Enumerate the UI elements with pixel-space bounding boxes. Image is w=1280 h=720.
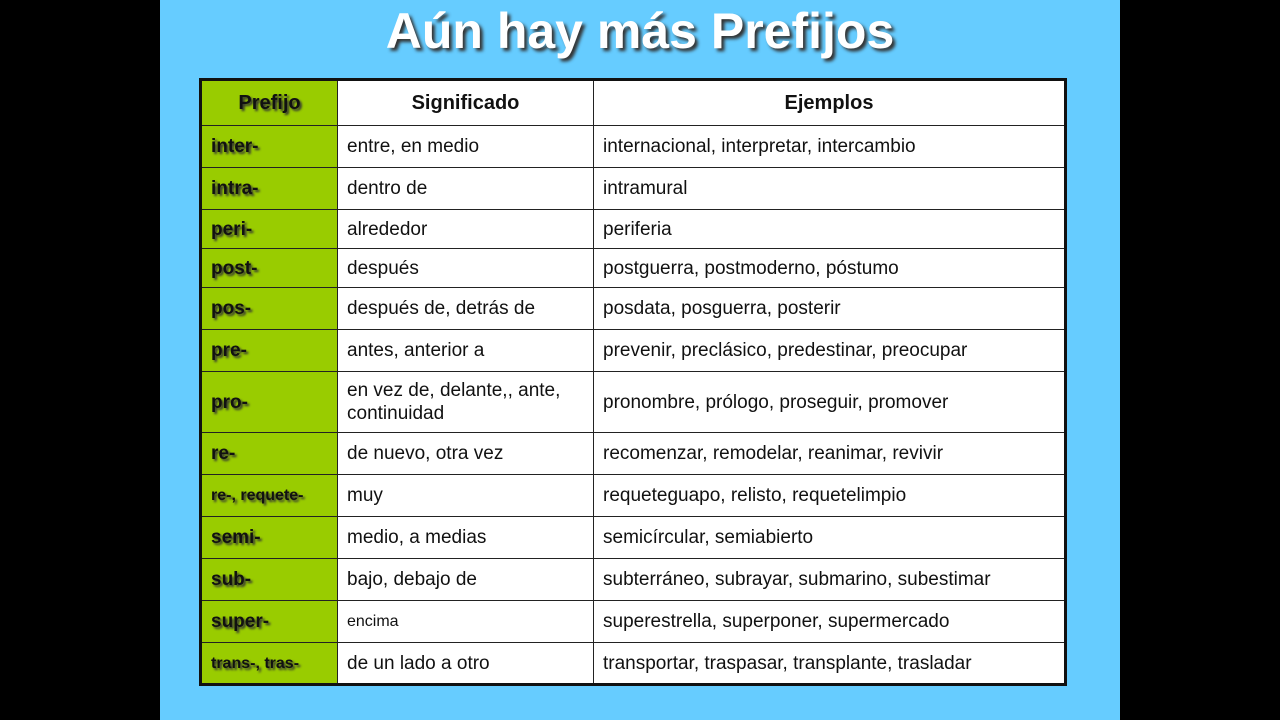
header-prefijo: Prefijo [201,80,338,126]
meaning-cell: de un lado a otro [338,643,594,685]
meaning-cell: medio, a medias [338,517,594,559]
prefix-cell: pro- [201,372,338,433]
table-row [201,330,1066,372]
examples-cell: postguerra, postmoderno, póstumo [594,249,1066,288]
prefix-table [199,78,1067,686]
table-row [201,517,1066,559]
meaning-cell: bajo, debajo de [338,559,594,601]
table-row [201,372,1066,433]
table-row [201,559,1066,601]
meaning-cell: encima [338,601,594,643]
examples-cell: requeteguapo, relisto, requetelimpio [594,475,1066,517]
meaning-cell: después [338,249,594,288]
meaning-cell: muy [338,475,594,517]
examples-cell: periferia [594,210,1066,249]
table-header-row [201,80,1066,126]
table-row [201,475,1066,517]
table-row [201,210,1066,249]
table-row [201,249,1066,288]
meaning-cell: antes, anterior a [338,330,594,372]
prefix-cell: inter- [201,126,338,168]
table-row [201,601,1066,643]
meaning-cell: en vez de, delante,, ante, continuidad [338,372,594,433]
prefix-cell: sub- [201,559,338,601]
prefix-cell: super- [201,601,338,643]
prefix-cell: re-, requete- [201,475,338,517]
prefix-cell: pre- [201,330,338,372]
slide [160,0,1120,720]
meaning-cell: entre, en medio [338,126,594,168]
examples-cell: recomenzar, remodelar, reanimar, revivir [594,433,1066,475]
table-row [201,126,1066,168]
header-ejemplos: Ejemplos [594,80,1066,126]
examples-cell: posdata, posguerra, posterir [594,288,1066,330]
examples-cell: intramural [594,168,1066,210]
table-row [201,288,1066,330]
prefix-cell: re- [201,433,338,475]
prefix-cell: pos- [201,288,338,330]
meaning-cell: de nuevo, otra vez [338,433,594,475]
table-row [201,168,1066,210]
slide-title: Aún hay más Prefijos [385,3,895,59]
table-row [201,433,1066,475]
examples-cell: semicírcular, semiabierto [594,517,1066,559]
meaning-cell: alrededor [338,210,594,249]
examples-cell: subterráneo, subrayar, submarino, subestimar [594,559,1066,601]
examples-cell: prevenir, preclásico, predestinar, preocupar [594,330,1066,372]
prefix-cell: intra- [201,168,338,210]
meaning-cell: después de, detrás de [338,288,594,330]
examples-cell: internacional, interpretar, intercambio [594,126,1066,168]
header-significado: Significado [338,80,594,126]
meaning-cell: dentro de [338,168,594,210]
prefix-cell: semi- [201,517,338,559]
table-row [201,643,1066,685]
examples-cell: pronombre, prólogo, proseguir, promover [594,372,1066,433]
prefix-cell: post- [201,249,338,288]
examples-cell: transportar, traspasar, transplante, trasladar [594,643,1066,685]
examples-cell: superestrella, superponer, supermercado [594,601,1066,643]
prefix-cell: peri- [201,210,338,249]
prefix-cell: trans-, tras- [201,643,338,685]
